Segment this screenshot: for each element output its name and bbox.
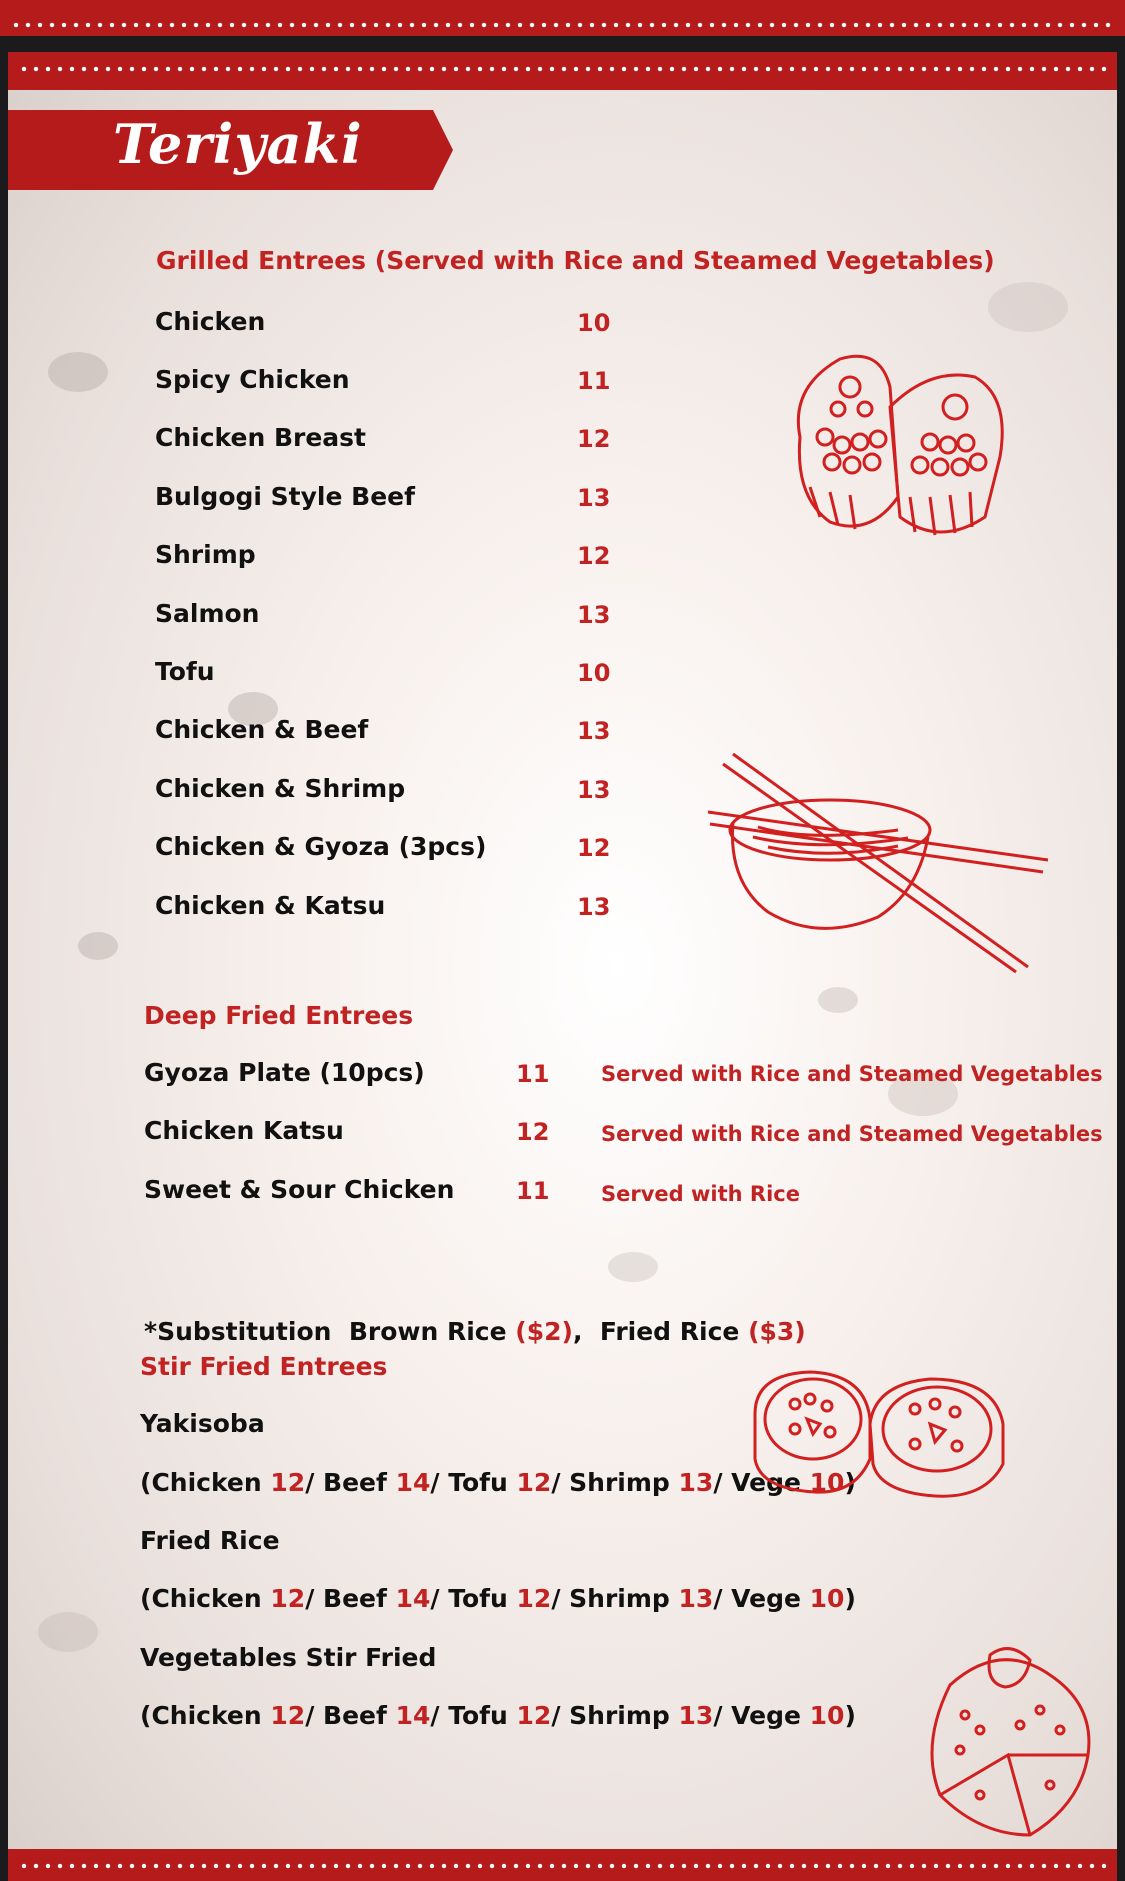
menu-item-name: Bulgogi Style Beef <box>155 482 415 511</box>
option-price: 12 <box>270 1701 306 1730</box>
menu-item-price: 10 <box>577 309 611 337</box>
menu-item-price: 13 <box>577 893 611 921</box>
option-price: 12 <box>516 1701 552 1730</box>
brown-rice-price: ($2) <box>515 1317 573 1346</box>
substitution-mid: , Fried Rice <box>572 1317 749 1346</box>
option-label: Shrimp <box>569 1468 679 1497</box>
menu-item-price: 13 <box>577 717 611 745</box>
dish-name-vegetables-stir-fried: Vegetables Stir Fried <box>140 1643 437 1672</box>
stir-fried-options: (Chicken 12/ Beef 14/ Tofu 12/ Shrimp 13/ Vege 10) <box>140 1584 856 1613</box>
menu-item-name: Chicken & Beef <box>155 715 369 744</box>
menu-item-name: Chicken <box>155 307 266 336</box>
option-label: Shrimp <box>569 1701 679 1730</box>
menu-item-name: Chicken & Katsu <box>155 891 386 920</box>
stir-fried-entrees-title: Stir Fried Entrees <box>140 1352 388 1381</box>
menu-item-name: Tofu <box>155 657 215 686</box>
menu-item-name: Chicken & Shrimp <box>155 774 406 803</box>
noodle-bowl-icon <box>698 742 1058 972</box>
option-label: Chicken <box>151 1701 271 1730</box>
option-price: 12 <box>270 1584 306 1613</box>
menu-bottom-dots <box>18 1863 1107 1869</box>
menu-item-name: Spicy Chicken <box>155 365 350 394</box>
menu-item-note: Served with Rice and Steamed Vegetables <box>601 1062 1103 1086</box>
option-label: Beef <box>323 1584 396 1613</box>
option-label: Beef <box>323 1701 396 1730</box>
menu-item-price: 12 <box>577 834 611 862</box>
option-price: 14 <box>395 1468 431 1497</box>
option-label: Vege <box>731 1468 810 1497</box>
menu-item-name: Chicken Breast <box>155 423 366 452</box>
option-price: 13 <box>678 1701 714 1730</box>
maki-roll-icon <box>745 1364 1015 1504</box>
menu-item-name: Shrimp <box>155 540 256 569</box>
option-label: Tofu <box>448 1468 517 1497</box>
menu-item-name: Sweet & Sour Chicken <box>144 1175 455 1204</box>
menu-item-name: Chicken & Gyoza (3pcs) <box>155 832 487 861</box>
menu-item-name: Gyoza Plate (10pcs) <box>144 1058 425 1087</box>
option-price: 12 <box>516 1468 552 1497</box>
deep-fried-entrees-title: Deep Fried Entrees <box>144 1001 414 1030</box>
option-price: 13 <box>678 1468 714 1497</box>
fried-rice-price: ($3) <box>748 1317 806 1346</box>
option-label: Shrimp <box>569 1584 679 1613</box>
stir-fried-options: (Chicken 12/ Beef 14/ Tofu 12/ Shrimp 13/ Vege 10) <box>140 1468 856 1497</box>
menu-item-name: Chicken Katsu <box>144 1116 344 1145</box>
menu-item-price: 11 <box>516 1177 550 1205</box>
option-label: Tofu <box>448 1584 517 1613</box>
option-price: 12 <box>270 1468 306 1497</box>
option-price: 14 <box>395 1701 431 1730</box>
banner-title: Teriyaki <box>113 112 363 176</box>
option-price: 10 <box>809 1701 845 1730</box>
option-price: 12 <box>516 1584 552 1613</box>
menu-item-price: 13 <box>577 484 611 512</box>
menu-page <box>8 52 1117 1881</box>
menu-item-name: Salmon <box>155 599 260 628</box>
option-label: Beef <box>323 1468 396 1497</box>
dish-name-fried-rice: Fried Rice <box>140 1526 280 1555</box>
menu-item-price: 10 <box>577 659 611 687</box>
menu-item-price: 11 <box>516 1060 550 1088</box>
option-label: Tofu <box>448 1701 517 1730</box>
menu-item-price: 12 <box>577 425 611 453</box>
menu-item-price: 13 <box>577 601 611 629</box>
menu-item-price: 12 <box>577 542 611 570</box>
option-price: 13 <box>678 1584 714 1613</box>
option-price: 10 <box>809 1468 845 1497</box>
sushi-roll-icon <box>780 347 1020 577</box>
menu-item-price: 12 <box>516 1118 550 1146</box>
menu-item-price: 11 <box>577 367 611 395</box>
option-price: 10 <box>809 1584 845 1613</box>
substitution-prefix: *Substitution Brown Rice <box>144 1317 516 1346</box>
menu-item-price: 13 <box>577 776 611 804</box>
menu-item-note: Served with Rice and Steamed Vegetables <box>601 1122 1103 1146</box>
menu-item-note: Served with Rice <box>601 1182 800 1206</box>
option-label: Vege <box>731 1701 810 1730</box>
option-price: 14 <box>395 1584 431 1613</box>
option-label: Chicken <box>151 1468 271 1497</box>
stir-fried-options: (Chicken 12/ Beef 14/ Tofu 12/ Shrimp 13/ Vege 10) <box>140 1701 856 1730</box>
option-label: Vege <box>731 1584 810 1613</box>
menu-top-dots <box>18 66 1107 72</box>
option-label: Chicken <box>151 1584 271 1613</box>
top-border-dots <box>10 22 1115 28</box>
grilled-entrees-title: Grilled Entrees (Served with Rice and Steamed Vegetables) <box>156 246 995 275</box>
onigiri-icon <box>920 1645 1095 1840</box>
substitution-note <box>144 1317 806 1346</box>
dish-name-yakisoba: Yakisoba <box>140 1409 265 1438</box>
top-border <box>0 0 1125 36</box>
